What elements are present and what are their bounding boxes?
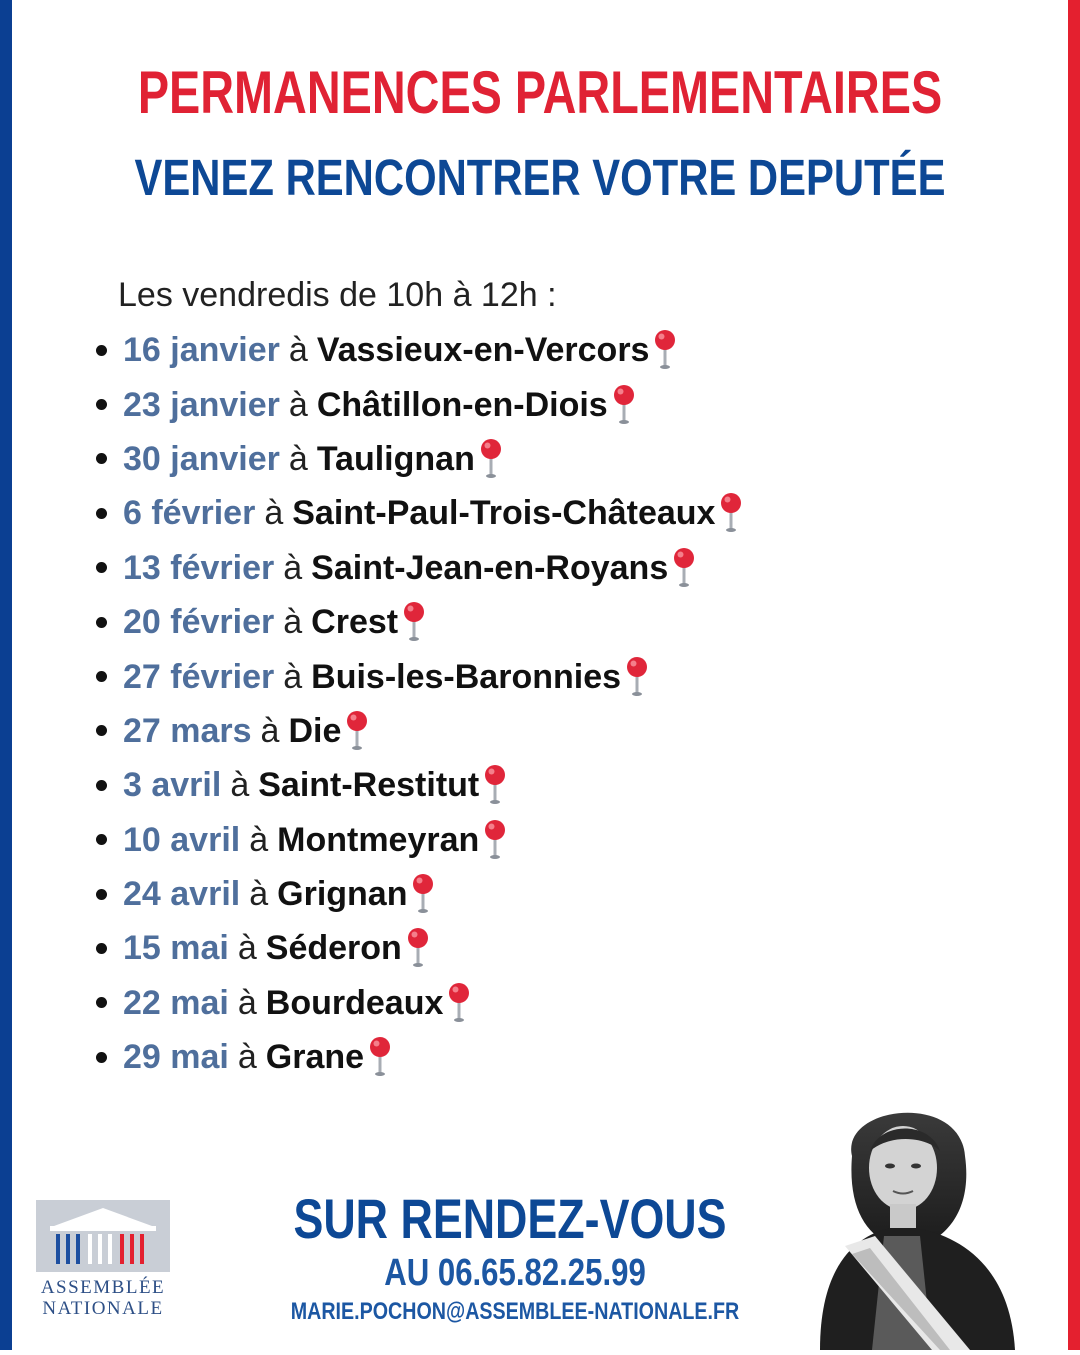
schedule-place: Saint-Paul-Trois-Châteaux	[292, 494, 716, 533]
bullet-icon	[96, 399, 107, 410]
building-icon	[36, 1200, 170, 1272]
page-subtitle: VENEZ RENCONTRER VOTRE DEPUTÉE	[134, 149, 946, 206]
logo-line-2: NATIONALE	[42, 1298, 164, 1319]
schedule-item	[90, 867, 744, 921]
bullet-icon	[96, 889, 107, 900]
schedule-separator: à	[283, 657, 303, 696]
bullet-icon	[96, 671, 107, 682]
email-address: MARIE.POCHON@ASSEMBLEE-NATIONALE.FR	[290, 1298, 740, 1325]
schedule-date: 22 mai	[123, 983, 229, 1022]
schedule-place: Buis-les-Baronnies	[311, 657, 622, 696]
round-pushpin-icon	[446, 981, 472, 1025]
bullet-icon	[96, 834, 107, 845]
bullet-icon	[96, 725, 107, 736]
schedule-place: Grane	[265, 1038, 365, 1077]
schedule-date: 27 mars	[123, 711, 252, 750]
schedule-separator: à	[237, 983, 257, 1022]
schedule-separator: à	[249, 875, 269, 914]
schedule-place: Montmeyran	[277, 820, 480, 859]
schedule-item	[90, 758, 744, 812]
schedule-intro: Les vendredis de 10h à 12h :	[118, 276, 557, 314]
schedule-separator: à	[237, 1038, 257, 1077]
schedule-list	[90, 323, 744, 1084]
bullet-icon	[96, 617, 107, 628]
schedule-place: Séderon	[265, 929, 402, 968]
schedule-date: 10 avril	[123, 820, 241, 859]
round-pushpin-icon	[652, 328, 678, 372]
schedule-date: 20 février	[123, 603, 275, 642]
appointment-heading: SUR RENDEZ-VOUS	[293, 1187, 727, 1250]
round-pushpin-icon	[401, 600, 427, 644]
schedule-item	[90, 595, 744, 649]
schedule-item	[90, 976, 744, 1030]
schedule-item	[90, 377, 744, 431]
round-pushpin-icon	[718, 491, 744, 535]
round-pushpin-icon	[482, 763, 508, 807]
round-pushpin-icon	[405, 926, 431, 970]
bullet-icon	[96, 780, 107, 791]
round-pushpin-icon	[344, 709, 370, 753]
schedule-date: 30 janvier	[123, 439, 280, 478]
schedule-separator: à	[283, 603, 303, 642]
bullet-icon	[96, 345, 107, 356]
schedule-place: Saint-Jean-en-Royans	[311, 548, 669, 587]
schedule-date: 6 février	[123, 494, 256, 533]
schedule-separator: à	[260, 711, 280, 750]
schedule-date: 24 avril	[123, 875, 241, 914]
assemblee-nationale-logo	[36, 1200, 170, 1319]
schedule-separator: à	[249, 820, 269, 859]
schedule-date: 13 février	[123, 548, 275, 587]
schedule-separator: à	[264, 494, 284, 533]
bullet-icon	[96, 562, 107, 573]
schedule-place: Bourdeaux	[265, 983, 444, 1022]
schedule-place: Saint-Restitut	[258, 766, 480, 805]
schedule-place: Die	[288, 711, 342, 750]
schedule-item	[90, 921, 744, 975]
round-pushpin-icon	[624, 655, 650, 699]
schedule-separator: à	[288, 331, 308, 370]
page-title: PERMANENCES PARLEMENTAIRES	[137, 59, 943, 126]
schedule-item	[90, 486, 744, 540]
schedule-item	[90, 323, 744, 377]
schedule-item	[90, 649, 744, 703]
deputy-portrait	[800, 1096, 1025, 1350]
bullet-icon	[96, 1052, 107, 1063]
schedule-separator: à	[237, 929, 257, 968]
schedule-separator: à	[288, 385, 308, 424]
round-pushpin-icon	[410, 872, 436, 916]
flag-stripe-blue	[0, 0, 12, 1350]
schedule-date: 23 janvier	[123, 385, 280, 424]
schedule-separator: à	[283, 548, 303, 587]
round-pushpin-icon	[671, 546, 697, 590]
phone-number: AU 06.65.82.25.99	[384, 1252, 646, 1294]
bullet-icon	[96, 508, 107, 519]
schedule-place: Châtillon-en-Diois	[316, 385, 608, 424]
schedule-item	[90, 813, 744, 867]
schedule-separator: à	[288, 439, 308, 478]
schedule-date: 27 février	[123, 657, 275, 696]
schedule-separator: à	[230, 766, 250, 805]
round-pushpin-icon	[482, 818, 508, 862]
flag-stripe-red	[1068, 0, 1080, 1350]
schedule-date: 29 mai	[123, 1038, 229, 1077]
schedule-place: Crest	[311, 603, 399, 642]
schedule-item	[90, 704, 744, 758]
round-pushpin-icon	[367, 1035, 393, 1079]
logo-line-1: ASSEMBLÉE	[40, 1277, 166, 1298]
bullet-icon	[96, 997, 107, 1008]
round-pushpin-icon	[478, 437, 504, 481]
round-pushpin-icon	[611, 383, 637, 427]
schedule-date: 16 janvier	[123, 331, 280, 370]
schedule-item	[90, 1030, 744, 1084]
bullet-icon	[96, 943, 107, 954]
schedule-date: 15 mai	[123, 929, 229, 968]
schedule-item	[90, 432, 744, 486]
schedule-date: 3 avril	[123, 766, 222, 805]
schedule-place: Taulignan	[316, 439, 475, 478]
schedule-place: Grignan	[277, 875, 408, 914]
bullet-icon	[96, 453, 107, 464]
schedule-item	[90, 541, 744, 595]
schedule-place: Vassieux-en-Vercors	[316, 331, 650, 370]
